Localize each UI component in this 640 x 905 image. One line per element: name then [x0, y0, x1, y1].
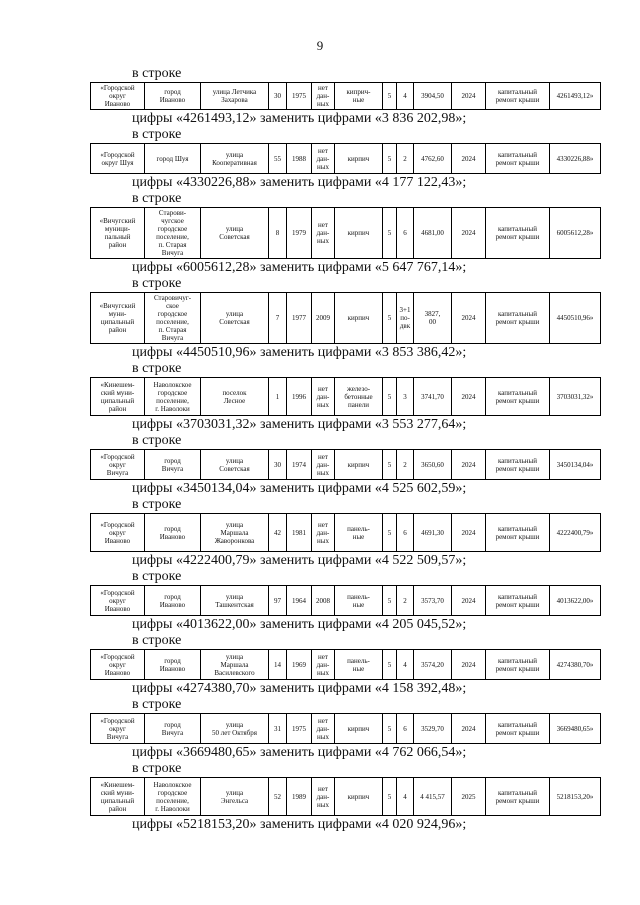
- amendment-table: [90, 513, 601, 552]
- amendment-block: [90, 361, 600, 433]
- repl-suffix: »;: [455, 553, 467, 568]
- replacement-line: [132, 616, 600, 633]
- repl-middle: » заменить цифрами «: [249, 553, 382, 568]
- floors-cell: 5: [383, 586, 397, 616]
- replacement-line: [132, 480, 600, 497]
- street-cell: улица Маршала Жаворонкова: [201, 514, 269, 552]
- replacement-line: [132, 110, 600, 127]
- amount-cell: 4330226,88»: [550, 144, 601, 174]
- year-built-cell: 1974: [287, 450, 312, 480]
- year-built-cell: 1969: [287, 650, 312, 680]
- intro-text: в строке: [132, 433, 182, 448]
- old-amount: 5218153,20: [182, 817, 250, 832]
- repl-suffix: »;: [455, 681, 467, 696]
- table-row: [91, 714, 601, 744]
- amendment-block: [90, 191, 600, 276]
- repl-prefix: цифры «: [132, 481, 183, 496]
- new-amount: 5 647 767,14: [381, 260, 456, 275]
- entrances-cell: 2: [397, 586, 414, 616]
- repl-middle: » заменить цифрами «: [249, 745, 382, 760]
- table-row: [91, 378, 601, 416]
- locality-cell: город Иваново: [145, 83, 201, 110]
- house-number-cell: 7: [269, 293, 287, 344]
- floors-cell: 5: [383, 450, 397, 480]
- area-cell: 4762,60: [414, 144, 452, 174]
- year-built-cell: 1975: [287, 714, 312, 744]
- year-repair-cell: нет дан- ных: [312, 144, 335, 174]
- repl-middle: » заменить цифрами «: [249, 260, 382, 275]
- street-cell: улица Советская: [201, 293, 269, 344]
- repl-suffix: »;: [455, 345, 467, 360]
- plan-year-cell: 2025: [452, 778, 486, 816]
- amendment-block: [90, 276, 600, 361]
- wall-material-cell: кирпич: [335, 778, 383, 816]
- amendment-block: [90, 127, 600, 191]
- intro-text: в строке: [132, 633, 182, 648]
- new-amount: 4 762 066,54: [381, 745, 456, 760]
- old-amount: 3450134,04: [182, 481, 250, 496]
- area-cell: 3741,70: [414, 378, 452, 416]
- locality-cell: город Иваново: [145, 514, 201, 552]
- repl-suffix: »;: [455, 417, 467, 432]
- table-row: [91, 650, 601, 680]
- intro-text: в строке: [132, 276, 182, 291]
- year-repair-cell: нет дан- ных: [312, 650, 335, 680]
- district-cell: «Кинешем- ский муни- ципальный район: [91, 378, 145, 416]
- plan-year-cell: 2024: [452, 650, 486, 680]
- house-number-cell: 52: [269, 778, 287, 816]
- year-built-cell: 1988: [287, 144, 312, 174]
- work-type-cell: капитальный ремонт крыши: [486, 778, 550, 816]
- repl-middle: » заменить цифрами «: [249, 481, 382, 496]
- table-row: [91, 83, 601, 110]
- amount-cell: 4222400,79»: [550, 514, 601, 552]
- house-number-cell: 1: [269, 378, 287, 416]
- new-amount: 3 836 202,98: [381, 111, 456, 126]
- plan-year-cell: 2024: [452, 378, 486, 416]
- new-amount: 3 853 386,42: [381, 345, 456, 360]
- year-repair-cell: нет дан- ных: [312, 714, 335, 744]
- year-built-cell: 1977: [287, 293, 312, 344]
- entrances-cell: 2: [397, 144, 414, 174]
- district-cell: «Городской округ Иваново: [91, 586, 145, 616]
- amendment-table: [90, 377, 601, 416]
- replacement-line: [132, 816, 600, 833]
- new-amount: 4 522 509,57: [381, 553, 456, 568]
- district-cell: «Городской округ Иваново: [91, 650, 145, 680]
- locality-cell: Старовичуг- ское городское поселение, п. Старая Вичуга: [145, 293, 201, 344]
- repl-suffix: »;: [455, 111, 467, 126]
- house-number-cell: 30: [269, 450, 287, 480]
- amount-cell: 6005612,28»: [550, 208, 601, 259]
- district-cell: «Вичугский муни- ципальный район: [91, 293, 145, 344]
- amendment-table: [90, 713, 601, 744]
- replacement-line: [132, 344, 600, 361]
- floors-cell: 5: [383, 83, 397, 110]
- house-number-cell: 30: [269, 83, 287, 110]
- street-cell: улица Кооперативная: [201, 144, 269, 174]
- year-repair-cell: 2009: [312, 293, 335, 344]
- amendment-block: [90, 66, 600, 127]
- locality-cell: город Иваново: [145, 586, 201, 616]
- locality-cell: город Вичуга: [145, 714, 201, 744]
- district-cell: «Городской округ Иваново: [91, 514, 145, 552]
- house-number-cell: 55: [269, 144, 287, 174]
- work-type-cell: капитальный ремонт крыши: [486, 586, 550, 616]
- entrances-cell: 4: [397, 83, 414, 110]
- amendment-block: [90, 633, 600, 697]
- locality-cell: город Вичуга: [145, 450, 201, 480]
- year-repair-cell: нет дан- ных: [312, 450, 335, 480]
- old-amount: 4261493,12: [182, 111, 250, 126]
- house-number-cell: 8: [269, 208, 287, 259]
- repl-prefix: цифры «: [132, 553, 183, 568]
- floors-cell: 5: [383, 293, 397, 344]
- entrances-cell: 6: [397, 208, 414, 259]
- replacement-line: [132, 552, 600, 569]
- amendment-table: [90, 777, 601, 816]
- replacement-line: [132, 174, 600, 191]
- amount-cell: 3450134,04»: [550, 450, 601, 480]
- repl-suffix: »;: [455, 745, 467, 760]
- district-cell: «Городской округ Шуя: [91, 144, 145, 174]
- wall-material-cell: кирпич: [335, 450, 383, 480]
- amendment-table: [90, 449, 601, 480]
- intro-text: в строке: [132, 497, 182, 512]
- year-built-cell: 1996: [287, 378, 312, 416]
- floors-cell: 5: [383, 714, 397, 744]
- street-cell: улица Маршала Василевского: [201, 650, 269, 680]
- table-row: [91, 293, 601, 344]
- plan-year-cell: 2024: [452, 714, 486, 744]
- new-amount: 4 205 045,52: [381, 617, 456, 632]
- amendment-table: [90, 585, 601, 616]
- district-cell: «Городской округ Вичуга: [91, 450, 145, 480]
- table-row: [91, 208, 601, 259]
- work-type-cell: капитальный ремонт крыши: [486, 514, 550, 552]
- work-type-cell: капитальный ремонт крыши: [486, 650, 550, 680]
- street-cell: улица Советская: [201, 450, 269, 480]
- locality-cell: город Шуя: [145, 144, 201, 174]
- floors-cell: 5: [383, 514, 397, 552]
- area-cell: 4691,30: [414, 514, 452, 552]
- new-amount: 4 525 602,59: [381, 481, 456, 496]
- work-type-cell: капитальный ремонт крыши: [486, 378, 550, 416]
- repl-prefix: цифры «: [132, 111, 183, 126]
- amendment-block: [90, 433, 600, 497]
- wall-material-cell: киприч- ные: [335, 83, 383, 110]
- old-amount: 4274380,70: [182, 681, 250, 696]
- year-repair-cell: 2008: [312, 586, 335, 616]
- district-cell: «Городской округ Вичуга: [91, 714, 145, 744]
- area-cell: 3827, 00: [414, 293, 452, 344]
- old-amount: 6005612,28: [182, 260, 250, 275]
- wall-material-cell: панель- ные: [335, 514, 383, 552]
- street-cell: улица 50 лет Октября: [201, 714, 269, 744]
- house-number-cell: 97: [269, 586, 287, 616]
- locality-cell: Наволокское городское поселение, г. Наволоки: [145, 778, 201, 816]
- area-cell: 3650,60: [414, 450, 452, 480]
- table-row: [91, 450, 601, 480]
- locality-cell: Наволокское городское поселение, г. Наволоки: [145, 378, 201, 416]
- wall-material-cell: железо- бетонные панели: [335, 378, 383, 416]
- old-amount: 4013622,00: [182, 617, 250, 632]
- amendment-table: [90, 143, 601, 174]
- work-type-cell: капитальный ремонт крыши: [486, 144, 550, 174]
- table-row: [91, 778, 601, 816]
- intro-text: в строке: [132, 66, 182, 81]
- work-type-cell: капитальный ремонт крыши: [486, 714, 550, 744]
- repl-middle: » заменить цифрами «: [249, 417, 382, 432]
- amendment-table: [90, 292, 601, 344]
- old-amount: 4222400,79: [182, 553, 250, 568]
- floors-cell: 5: [383, 208, 397, 259]
- year-built-cell: 1989: [287, 778, 312, 816]
- house-number-cell: 31: [269, 714, 287, 744]
- repl-prefix: цифры «: [132, 745, 183, 760]
- repl-prefix: цифры «: [132, 817, 183, 832]
- entrances-cell: 2: [397, 450, 414, 480]
- floors-cell: 5: [383, 378, 397, 416]
- year-built-cell: 1981: [287, 514, 312, 552]
- plan-year-cell: 2024: [452, 293, 486, 344]
- amendment-block: [90, 497, 600, 569]
- repl-middle: » заменить цифрами «: [249, 817, 382, 832]
- area-cell: 3529,70: [414, 714, 452, 744]
- street-cell: улица Советская: [201, 208, 269, 259]
- repl-prefix: цифры «: [132, 417, 183, 432]
- repl-suffix: »;: [455, 260, 467, 275]
- replacement-line: [132, 680, 600, 697]
- old-amount: 4450510,96: [182, 345, 250, 360]
- intro-text: в строке: [132, 569, 182, 584]
- district-cell: «Городской округ Иваново: [91, 83, 145, 110]
- floors-cell: 5: [383, 144, 397, 174]
- wall-material-cell: панель- ные: [335, 586, 383, 616]
- repl-suffix: »;: [455, 481, 467, 496]
- repl-middle: » заменить цифрами «: [249, 175, 382, 190]
- year-repair-cell: нет дан- ных: [312, 208, 335, 259]
- year-repair-cell: нет дан- ных: [312, 378, 335, 416]
- plan-year-cell: 2024: [452, 83, 486, 110]
- plan-year-cell: 2024: [452, 586, 486, 616]
- locality-cell: город Иваново: [145, 650, 201, 680]
- street-cell: поселок Лесное: [201, 378, 269, 416]
- amount-cell: 4450510,96»: [550, 293, 601, 344]
- repl-prefix: цифры «: [132, 681, 183, 696]
- amendment-block: [90, 697, 600, 761]
- entrances-cell: 4: [397, 650, 414, 680]
- wall-material-cell: кирпич: [335, 714, 383, 744]
- house-number-cell: 14: [269, 650, 287, 680]
- area-cell: 4 415,57: [414, 778, 452, 816]
- repl-prefix: цифры «: [132, 260, 183, 275]
- year-built-cell: 1979: [287, 208, 312, 259]
- entrances-cell: 4: [397, 778, 414, 816]
- area-cell: 3574,20: [414, 650, 452, 680]
- area-cell: 4681,00: [414, 208, 452, 259]
- entrances-cell: 6: [397, 514, 414, 552]
- year-repair-cell: нет дан- ных: [312, 778, 335, 816]
- entrances-cell: 3+1 по- двк: [397, 293, 414, 344]
- amount-cell: 5218153,20»: [550, 778, 601, 816]
- repl-suffix: »;: [455, 617, 467, 632]
- repl-middle: » заменить цифрами «: [249, 681, 382, 696]
- old-amount: 3703031,32: [182, 417, 250, 432]
- house-number-cell: 42: [269, 514, 287, 552]
- repl-prefix: цифры «: [132, 617, 183, 632]
- repl-middle: » заменить цифрами «: [249, 111, 382, 126]
- street-cell: улица Энгельса: [201, 778, 269, 816]
- repl-prefix: цифры «: [132, 345, 183, 360]
- replacement-line: [132, 259, 600, 276]
- year-built-cell: 1975: [287, 83, 312, 110]
- locality-cell: Старови- чугское городское поселение, п. Старая Вичуга: [145, 208, 201, 259]
- plan-year-cell: 2024: [452, 514, 486, 552]
- amendment-block: [90, 569, 600, 633]
- replacement-line: [132, 416, 600, 433]
- repl-suffix: »;: [455, 817, 467, 832]
- amendment-block: [90, 761, 600, 833]
- floors-cell: 5: [383, 778, 397, 816]
- repl-middle: » заменить цифрами «: [249, 617, 382, 632]
- intro-text: в строке: [132, 697, 182, 712]
- amendment-table: [90, 649, 601, 680]
- new-amount: 4 020 924,96: [381, 817, 456, 832]
- plan-year-cell: 2024: [452, 144, 486, 174]
- street-cell: улица Ташкентская: [201, 586, 269, 616]
- repl-middle: » заменить цифрами «: [249, 345, 382, 360]
- plan-year-cell: 2024: [452, 208, 486, 259]
- work-type-cell: капитальный ремонт крыши: [486, 293, 550, 344]
- new-amount: 4 158 392,48: [381, 681, 456, 696]
- wall-material-cell: панель- ные: [335, 650, 383, 680]
- wall-material-cell: кирпич: [335, 144, 383, 174]
- amendment-table: [90, 207, 601, 259]
- floors-cell: 5: [383, 650, 397, 680]
- area-cell: 3573,70: [414, 586, 452, 616]
- year-repair-cell: нет дан- ных: [312, 514, 335, 552]
- work-type-cell: капитальный ремонт крыши: [486, 450, 550, 480]
- wall-material-cell: кирпич: [335, 208, 383, 259]
- year-repair-cell: нет дан- ных: [312, 83, 335, 110]
- area-cell: 3904,50: [414, 83, 452, 110]
- old-amount: 3669480,65: [182, 745, 250, 760]
- entrances-cell: 3: [397, 378, 414, 416]
- intro-text: в строке: [132, 361, 182, 376]
- replacement-line: [132, 744, 600, 761]
- table-row: [91, 514, 601, 552]
- year-built-cell: 1964: [287, 586, 312, 616]
- street-cell: улица Летчика Захарова: [201, 83, 269, 110]
- district-cell: «Кинешем- ский муни- ципальный район: [91, 778, 145, 816]
- amount-cell: 3703031,32»: [550, 378, 601, 416]
- plan-year-cell: 2024: [452, 450, 486, 480]
- work-type-cell: капитальный ремонт крыши: [486, 208, 550, 259]
- intro-text: в строке: [132, 761, 182, 776]
- amendment-table: [90, 82, 601, 110]
- table-row: [91, 586, 601, 616]
- intro-text: в строке: [132, 127, 182, 142]
- repl-suffix: »;: [455, 175, 467, 190]
- district-cell: «Вичугский муници- пальный район: [91, 208, 145, 259]
- amount-cell: 3669480,65»: [550, 714, 601, 744]
- old-amount: 4330226,88: [182, 175, 250, 190]
- new-amount: 3 553 277,64: [381, 417, 456, 432]
- amount-cell: 4261493,12»: [550, 83, 601, 110]
- entrances-cell: 6: [397, 714, 414, 744]
- amendments-list: [90, 66, 600, 833]
- repl-prefix: цифры «: [132, 175, 183, 190]
- page-number: 9: [316, 38, 324, 53]
- amount-cell: 4274380,70»: [550, 650, 601, 680]
- work-type-cell: капитальный ремонт крыши: [486, 83, 550, 110]
- amount-cell: 4013622,00»: [550, 586, 601, 616]
- intro-text: в строке: [132, 191, 182, 206]
- new-amount: 4 177 122,43: [381, 175, 456, 190]
- table-row: [91, 144, 601, 174]
- wall-material-cell: кирпич: [335, 293, 383, 344]
